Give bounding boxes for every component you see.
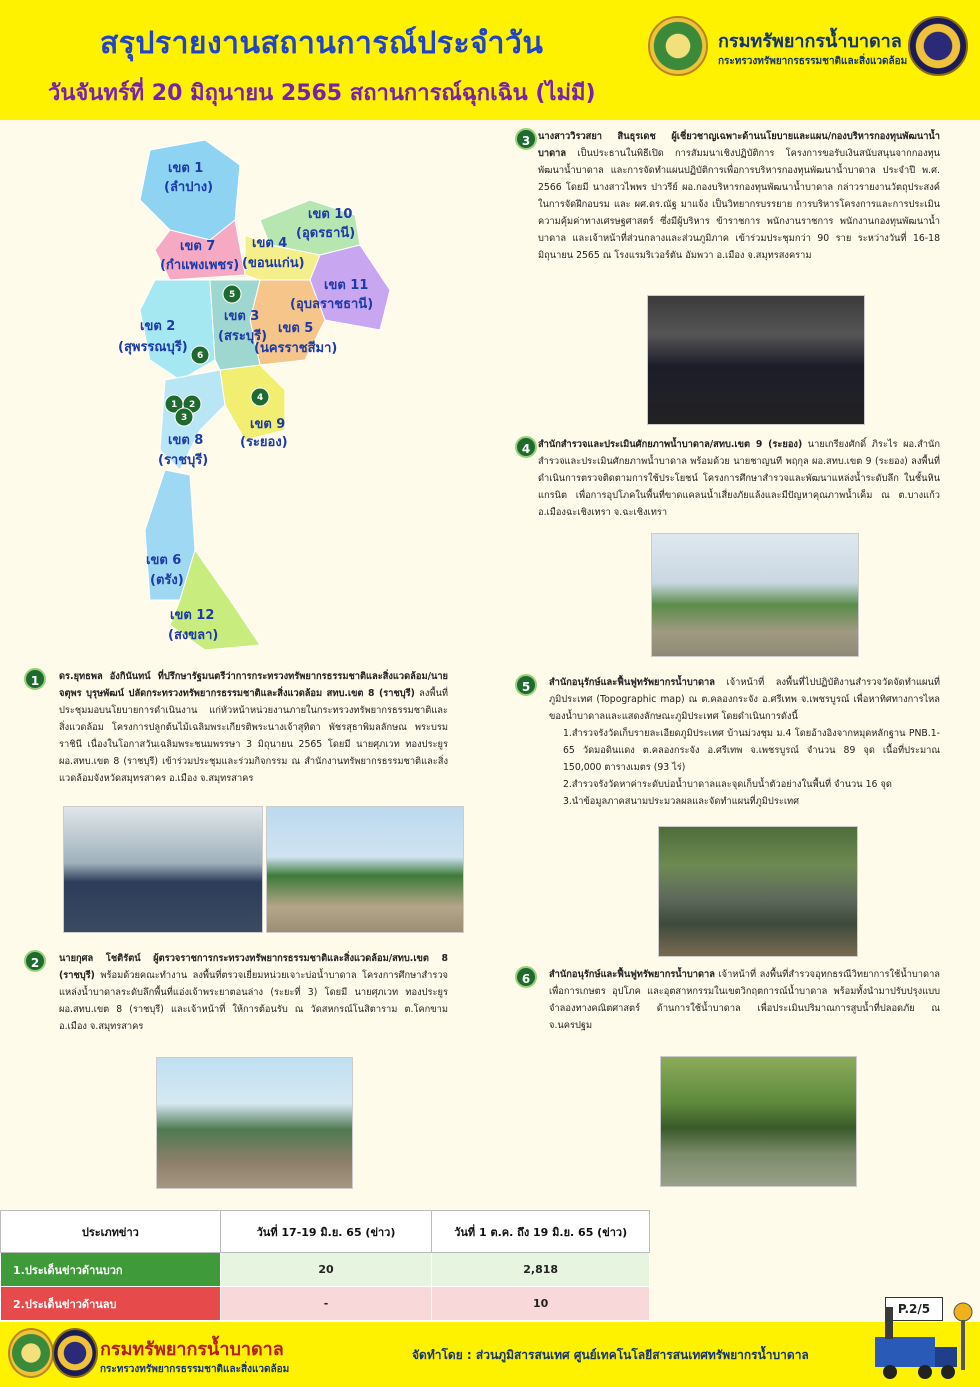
stats-value-negative-b: 10: [432, 1287, 650, 1321]
stats-header-period-2: วันที่ 1 ต.ค. ถึง 19 มิ.ย. 65 (ข่าว): [432, 1211, 650, 1253]
news-item-4-body: นายเกรียงศักดิ์ ภิระไร ผอ.สำนักสำรวจและประเมินศักยภาพน้ำบาดาล พร้อมด้วย นายชาญนที พฤกุล ผอ.สทบ.เขต 9 (ระยอง) ลงพื้นที่ดำเนินการตรวจติดตามการใช้ประโยชน์ โครงการศึกษาสำรวจและพัฒนาแหล่งน้ำระดับลึก ในชั้นหินแกรนิต เพื่อการอุปโภคในพื้นที่ขาดแคลนน้ำเสี่ยงภัยแล้งและมีปัญหาคุณภาพน้ำเค็ม ณ ต.บางแก้ว อ.เมืองฉะเชิงเทรา จ.ฉะเชิงเทรา: [538, 439, 941, 518]
map-label-zone-11: เขต 11: [324, 278, 369, 293]
news-item-6-number: 6: [515, 966, 537, 988]
page-title: สรุปรายงานสถานการณ์ประจำวัน: [100, 26, 544, 61]
news-item-1-body: ลงพื้นที่ประชุมมอบนโยบายการดำเนินงาน แก่หัวหน้าหน่วยงานภายในกระทรวงทรัพยากรธรรมชาติและสิ่งแวดล้อม โครงการปลูกต้นไม้เฉลิมพระเกียรติพระนางเจ้าสุทิดา พัชรสุธาพิมลลักษณ พระบรมราชินี เนื่องในโอกาสวันเฉลิมพระชนมพรรษา 3 มิถุนายน 2565 โดยมี นายศุภเวท ทองประยูร ผอ.สทบ.เขต 8 (ราชบุรี) เข้าร่วมประชุมและร่วมกิจกรรม ณ สำนักงานทรัพยากรธรรมชาติและสิ่งแวดล้อมจังหวัดสมุทรสาคร อ.เมือง จ.สมุทรสาคร: [59, 688, 448, 784]
news-item-2: [24, 950, 448, 1035]
footer-banner: [0, 1322, 980, 1387]
map-label-zone-2-sub: (สุพรรณบุรี): [118, 340, 188, 355]
map-marker-6: [191, 346, 209, 364]
stats-value-positive-b: 2,818: [432, 1253, 650, 1287]
svg-text:1: 1: [171, 400, 178, 410]
ministry-seal-icon: [908, 16, 968, 76]
map-label-zone-3-sub: (สระบุรี): [218, 329, 268, 344]
stats-row-negative: [1, 1287, 650, 1321]
footer-made-by: จัดทำโดย : ส่วนภูมิสารสนเทศ ศูนย์เทคโนโลยีสารสนเทศทรัพยากรน้ำบาดาล: [412, 1348, 809, 1362]
news-item-1-head: ดร.ยุทธพล อังกินันทน์ ที่ปรึกษารัฐมนตรีว่าการกระทรวงทรัพยากรธรรมชาติและสิ่งแวดล้อม/นายจตุพร บุรุษพัฒน์ ปลัดกระทรวงทรัพยากรธรรมชาติและสิ่งแวดล้อม สทบ.เขต 8 (ราชบุรี): [59, 671, 448, 699]
department-seal-icon: [648, 16, 708, 76]
map-label-zone-3: เขต 3: [224, 309, 260, 324]
map-label-zone-6-sub: (ตรัง): [150, 573, 184, 588]
svg-text:4: 4: [257, 393, 264, 403]
map-label-zone-12-sub: (สงขลา): [168, 628, 219, 643]
news-item-3: [515, 128, 940, 264]
news-item-4-head: สำนักสำรวจและประเมินศักยภาพน้ำบาดาล/สทบ.เขต 9 (ระยอง): [538, 439, 803, 450]
news-item-6: [515, 966, 940, 1034]
map-label-zone-8-sub: (ราชบุรี): [158, 453, 209, 468]
news-item-5-number: 5: [515, 674, 537, 696]
stats-row-positive: [1, 1253, 650, 1287]
map-svg: [110, 130, 410, 660]
map-label-zone-6: เขต 6: [146, 553, 182, 568]
news-item-5-step-2: 2.สำรวจรังวัดหาค่าระดับบ่อน้ำบาดาลและจุดเก็บน้ำตัวอย่างในพื้นที่ จำนวน 16 จุด: [563, 779, 892, 790]
news-item-1-text: [59, 668, 448, 787]
news-item-3-number: 3: [515, 128, 537, 150]
news-item-3-head: นางสาววิรวสยา สินธุรเดช ผู้เชี่ยวชาญเฉพาะด้านนโยบายและแผน/กองบริหารกองทุนพัฒนาน้ำบาดาล: [538, 131, 940, 159]
map-label-zone-4: เขต 4: [252, 236, 288, 251]
news-item-3-text: [538, 128, 940, 264]
news-item-3-photo: [647, 295, 865, 425]
drilling-truck-icon: [870, 1292, 975, 1385]
map-label-zone-4-sub: (ขอนแก่น): [242, 256, 305, 271]
map-label-zone-1-sub: (ลำปาง): [164, 180, 214, 195]
news-item-1-photo-meeting: [63, 806, 263, 933]
page-subtitle: วันจันทร์ที่ 20 มิถุนายน 2565 สถานการณ์ฉุกเฉิน (ไม่มี): [48, 81, 596, 106]
stats-value-negative-a: -: [220, 1287, 432, 1321]
thailand-zone-map: [110, 130, 410, 660]
news-item-5-body: เจ้าหน้าที่ ลงพื้นที่ไปปฏิบัติงานสำรวจวัดจัดทำแผนที่ภูมิประเทศ (Topographic map) ณ ต.คลองกระจัง อ.ศรีเทพ จ.เพชรบูรณ์ เพื่อหาทิศทางการไหลของน้ำบาดาลและแสดงลักษณะภูมิประเทศ โดยดำเนินการดังนี้: [549, 677, 940, 722]
news-item-1-photo-planting: [266, 806, 464, 933]
map-label-zone-1: เขต 1: [168, 161, 204, 176]
map-label-zone-11-sub: (อุบลราชธานี): [290, 297, 374, 312]
news-item-2-text: [59, 950, 448, 1035]
news-item-5-head: สำนักอนุรักษ์และฟื้นฟูทรัพยากรน้ำบาดาล: [549, 677, 715, 688]
news-item-5: [515, 674, 940, 810]
news-item-6-photo: [660, 1056, 857, 1187]
map-label-zone-7-sub: (กำแพงเพชร): [160, 258, 240, 273]
news-item-4-text: [538, 436, 940, 521]
news-item-5-photo: [658, 826, 858, 957]
map-marker-4: [251, 388, 269, 406]
map-label-zone-10: เขต 10: [308, 207, 353, 222]
map-marker-5: [223, 285, 241, 303]
news-item-4: [515, 436, 940, 521]
news-item-5-step-3: 3.นำข้อมูลภาคสนามประมวลผลและจัดทำแผนที่ภูมิประเทศ: [563, 796, 800, 807]
map-label-zone-9: เขต 9: [250, 417, 286, 432]
news-item-5-step-1: 1.สำรวจรังวัดเก็บรายละเอียดภูมิประเทศ บ้านม่วงชุม ม.4 โดยอ้างอิงจากหมุดหลักฐาน PNB.1-65 วัดมอดินแดง ต.คลองกระจัง อ.ศรีเทพ จ.เพชรบูรณ์ จำนวน 89 จุด เนื้อที่ประมาณ 150,000 ตารางเมตร (93 ไร่): [563, 728, 940, 773]
news-item-2-number: 2: [24, 950, 46, 972]
stats-label-positive: 1.ประเด็นข่าวด้านบวก: [1, 1253, 221, 1287]
svg-text:6: 6: [197, 351, 204, 361]
map-label-zone-8: เขต 8: [168, 433, 204, 448]
map-label-zone-10-sub: (อุดรธานี): [296, 226, 356, 241]
stats-header-type: ประเภทข่าว: [1, 1211, 221, 1253]
map-label-zone-2: เขต 2: [140, 319, 176, 334]
news-item-5-text: [549, 674, 940, 725]
svg-text:5: 5: [229, 290, 236, 300]
stats-header-period-1: วันที่ 17-19 มิ.ย. 65 (ข่าว): [220, 1211, 432, 1253]
map-label-zone-5-sub: (นครราชสีมา): [254, 341, 338, 356]
header-dept-sub: กระทรวงทรัพยากรธรรมชาติและสิ่งแวดล้อม: [718, 56, 908, 67]
news-item-2-body: พร้อมด้วยคณะทำงาน ลงพื้นที่ตรวจเยี่ยมหน่วยเจาะบ่อน้ำบาดาล โครงการศึกษาสำรวจแหล่งน้ำบาดาลระดับลึกพื้นที่แอ่งเจ้าพระยาตอนล่าง (ระยะที่ 3) โดยมี นายศุภเวท ทองประยูร ผอ.สทบ.เขต 8 (ราชบุรี) และเจ้าหน้าที่ ให้การต้อนรับ ณ วัดสหกรณ์โนสิตาราม ต.โคกขาม อ.เมือง จ.สมุทรสาคร: [59, 970, 448, 1032]
news-item-6-body: เจ้าหน้าที่ ลงพื้นที่สำรวจอุทกธรณีวิทยาการใช้น้ำบาดาล เพื่อการเกษตร อุปโภค และอุตสาหกรรมในเขตวิกฤตการณ์น้ำบาดาล พร้อมทั้งนำมาปรับปรุงแบบจำลองทางคณิตศาสตร์ ด้านการใช้น้ำบาดาล เพื่อประเมินปริมาณการสูบน้ำที่ปลอดภัย ณ จ.นครปฐม: [549, 969, 940, 1031]
news-item-3-body: เป็นประธานในพิธีเปิด การสัมมนาเชิงปฏิบัติการ โครงการขอรับเงินสนับสนุนจากกองทุนพัฒนาน้ำบาดาล และการจัดทำแผนปฏิบัติการเพื่อการบริหารกองทุนพัฒนาน้ำบาดาล ประจำปี พ.ศ. 2566 โดยมี นางสาวไพพร ปาวรีย์ ผอ.กองบริหารกองทุนพัฒนาน้ำบาดาล กล่าวรายงานวัตถุประสงค์ในการจัดฝึกอบรม และ ผศ.ดร.ณัฐ มาแจ้ง เป็นวิทยากรบรรยาย การบริหารโครงการและการประเมินความคุ้มค่าทางเศรษฐศาสตร์ ซึ่งมีผู้บริหาร ข้าราชการ พนักงานราชการ พนักงานกองทุนพัฒนาน้ำบาดาล และเจ้าหน้าที่ส่วนกลางและส่วนภูมิภาค เข้าร่วมประชุมกว่า 90 ราย ระหว่างวันที่ 16-18 มิถุนายน 2565 ณ โรงแรมริเวอร์ตัน อัมพวา อ.เมือง จ.สมุทรสงคราม: [538, 148, 940, 261]
stats-value-positive-a: 20: [220, 1253, 432, 1287]
news-item-6-text: [549, 966, 940, 1034]
map-label-zone-5: เขต 5: [278, 321, 314, 336]
news-item-1-number: 1: [24, 668, 46, 690]
footer-ministry-seal-icon: [52, 1328, 98, 1378]
svg-text:2: 2: [189, 400, 196, 410]
map-label-zone-7: เขต 7: [180, 239, 216, 254]
news-item-1: [24, 668, 448, 787]
map-label-zone-9-sub: (ระยอง): [240, 435, 288, 450]
news-item-2-photo: [156, 1057, 353, 1189]
stats-label-negative: 2.ประเด็นข่าวด้านลบ: [1, 1287, 221, 1321]
footer-dept-sub: กระทรวงทรัพยากรธรรมชาติและสิ่งแวดล้อม: [100, 1364, 290, 1375]
news-item-4-number: 4: [515, 436, 537, 458]
map-label-zone-12: เขต 12: [170, 608, 215, 623]
header-banner: [0, 0, 980, 120]
map-marker-3: [175, 408, 193, 426]
news-stats-table: [0, 1210, 650, 1321]
news-item-6-head: สำนักอนุรักษ์และฟื้นฟูทรัพยากรน้ำบาดาล: [549, 969, 715, 980]
news-item-4-photo: [651, 533, 859, 657]
header-dept-name: กรมทรัพยากรน้ำบาดาล: [718, 31, 902, 52]
header-logos: [648, 12, 968, 82]
svg-text:3: 3: [181, 413, 188, 423]
news-item-2-head: นายกุศล โชติรัตน์ ผู้ตรวจราชการกระทรวงทรัพยากรธรรมชาติและสิ่งแวดล้อม/สทบ.เขต 8 (ราชบุรี): [59, 953, 448, 981]
page-number: P.2/5: [885, 1297, 943, 1321]
footer-dept-name: กรมทรัพยากรน้ำบาดาล: [100, 1339, 284, 1360]
stats-header-row: [1, 1211, 650, 1253]
footer-department-seal-icon: [8, 1328, 54, 1378]
